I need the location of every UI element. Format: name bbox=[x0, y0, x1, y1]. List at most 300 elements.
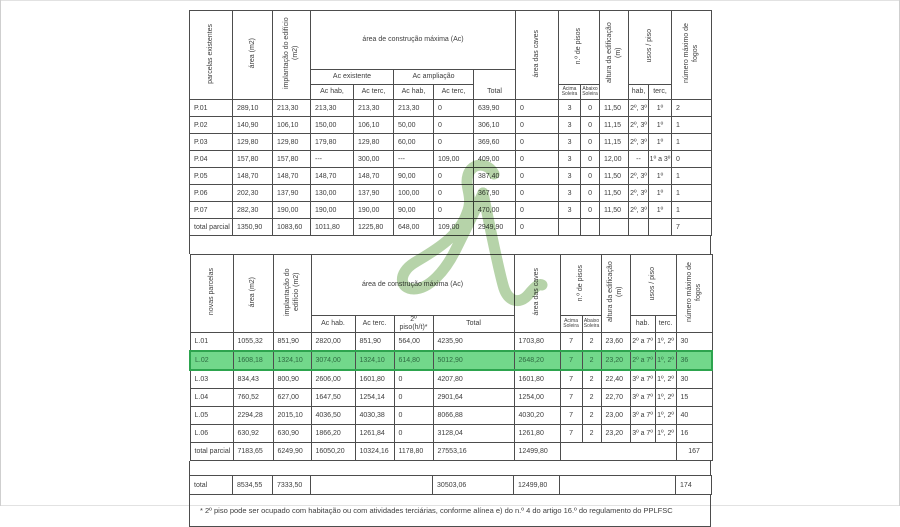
value-cell: 213,30 bbox=[394, 100, 434, 117]
value-cell: 564,00 bbox=[394, 333, 433, 352]
value-cell: 2606,00 bbox=[311, 370, 355, 389]
value-cell: 1254,14 bbox=[355, 389, 394, 407]
value-cell: 137,90 bbox=[354, 185, 394, 202]
value-cell: 3074,00 bbox=[311, 351, 355, 370]
value-cell: 2º a 7º bbox=[630, 333, 655, 352]
header-caves bbox=[514, 255, 560, 333]
value-cell: 3128,04 bbox=[433, 425, 514, 443]
footnote bbox=[189, 495, 711, 527]
value-cell: 1º bbox=[649, 117, 672, 134]
row-label-cell: P.02 bbox=[190, 117, 233, 134]
header-usos-hab: hab, bbox=[629, 85, 649, 100]
value-cell: 1601,80 bbox=[355, 370, 394, 389]
header-altura bbox=[601, 255, 630, 333]
value-cell: 1608,18 bbox=[233, 351, 273, 370]
value-cell: 0 bbox=[581, 202, 600, 219]
value-cell: 11,15 bbox=[600, 117, 629, 134]
value-cell: 0 bbox=[434, 185, 474, 202]
value-cell: 3º a 7º bbox=[630, 407, 655, 425]
header-num-pisos bbox=[559, 11, 600, 85]
value-cell: 12499,80 bbox=[514, 443, 560, 461]
value-cell: 30503,06 bbox=[433, 476, 514, 495]
header-implantacao-label: implantação do edifício (m2) bbox=[283, 268, 300, 316]
value-cell: 2º, 3º bbox=[629, 185, 649, 202]
value-cell: 1225,80 bbox=[354, 219, 394, 236]
table-gap bbox=[189, 236, 711, 254]
value-cell: 1055,32 bbox=[233, 333, 273, 352]
header-total: Total bbox=[433, 316, 514, 333]
value-cell: 0 bbox=[516, 202, 559, 219]
value-cell: 150,00 bbox=[311, 117, 354, 134]
value-cell: 0 bbox=[394, 370, 433, 389]
header-max-fogos-label: número máximo de fogos bbox=[683, 23, 700, 84]
header-abaixo-soleira: Abaixo Soleira bbox=[582, 316, 601, 333]
value-cell: 1 bbox=[672, 168, 712, 185]
header-ac-maxima: área de construção máxima (Ac) bbox=[311, 255, 514, 316]
value-cell: 40 bbox=[676, 407, 712, 425]
value-cell: 0 bbox=[516, 117, 559, 134]
value-cell: 7 bbox=[560, 351, 582, 370]
value-cell: 30 bbox=[676, 370, 712, 389]
value-cell: 5012,90 bbox=[433, 351, 514, 370]
row-P06 bbox=[190, 185, 712, 202]
value-cell: 1 bbox=[672, 134, 712, 151]
row-L06 bbox=[190, 425, 712, 443]
value-cell: 1083,60 bbox=[273, 219, 311, 236]
header-max-fogos bbox=[676, 255, 712, 333]
value-cell: 8066,88 bbox=[433, 407, 514, 425]
value-cell: 1324,10 bbox=[273, 351, 311, 370]
value-cell bbox=[600, 219, 629, 236]
header-parcelas-existentes bbox=[190, 11, 233, 100]
value-cell: 90,00 bbox=[394, 202, 434, 219]
value-cell: 2 bbox=[582, 407, 601, 425]
value-cell: 23,60 bbox=[601, 333, 630, 352]
header-area-label: área (m2) bbox=[249, 276, 257, 308]
value-cell: 157,80 bbox=[273, 151, 311, 168]
header-ac-terc-existente: Ac terc, bbox=[354, 85, 394, 100]
value-cell: 174 bbox=[676, 476, 712, 495]
header-ac-hab-ampliacao: Ac hab, bbox=[394, 85, 434, 100]
value-cell: 2 bbox=[582, 425, 601, 443]
value-cell: 50,00 bbox=[394, 117, 434, 134]
value-cell: 22,70 bbox=[601, 389, 630, 407]
header-acima-soleira: Acima Soleira bbox=[560, 316, 582, 333]
value-cell: 1º bbox=[649, 134, 672, 151]
value-cell bbox=[311, 476, 433, 495]
row-L01 bbox=[190, 333, 712, 352]
header-area-label: área (m2) bbox=[248, 38, 256, 69]
value-cell: 1º, 2º bbox=[655, 389, 676, 407]
value-cell: 0 bbox=[434, 168, 474, 185]
value-cell: 2648,20 bbox=[514, 351, 560, 370]
value-cell: 1º bbox=[649, 100, 672, 117]
value-cell: 0 bbox=[581, 168, 600, 185]
header-ac-terc: Ac terc. bbox=[355, 316, 394, 333]
value-cell: 7333,50 bbox=[273, 476, 311, 495]
value-cell: 1703,80 bbox=[514, 333, 560, 352]
row-label-cell: P.03 bbox=[190, 134, 233, 151]
value-cell: 140,90 bbox=[233, 117, 273, 134]
tables-sheet bbox=[189, 10, 711, 527]
value-cell: 2 bbox=[582, 389, 601, 407]
value-cell: 11,50 bbox=[600, 185, 629, 202]
value-cell bbox=[560, 476, 676, 495]
header-implantacao bbox=[273, 255, 311, 333]
value-cell: 15 bbox=[676, 389, 712, 407]
value-cell: 0 bbox=[434, 100, 474, 117]
value-cell: 0 bbox=[394, 389, 433, 407]
value-cell: 10324,16 bbox=[355, 443, 394, 461]
value-cell: 3 bbox=[559, 202, 581, 219]
value-cell: --- bbox=[311, 151, 354, 168]
header-2-piso: 2º piso(h/t)* bbox=[394, 316, 433, 333]
value-cell: 2º, 3º bbox=[629, 202, 649, 219]
value-cell: 2º, 3º bbox=[629, 117, 649, 134]
value-cell: 1866,20 bbox=[311, 425, 355, 443]
value-cell: 1601,80 bbox=[514, 370, 560, 389]
value-cell: 11,15 bbox=[600, 134, 629, 151]
header-altura-label: altura da edificação (m) bbox=[607, 261, 624, 323]
header-usos-piso bbox=[629, 11, 672, 85]
new-parcels-table bbox=[189, 254, 713, 461]
value-cell: 0 bbox=[516, 168, 559, 185]
value-cell: 213,30 bbox=[311, 100, 354, 117]
value-cell: 1 bbox=[672, 117, 712, 134]
value-cell: 30 bbox=[676, 333, 712, 352]
value-cell: 834,43 bbox=[233, 370, 273, 389]
header-altura bbox=[600, 11, 629, 100]
header-usos-terc: terc, bbox=[649, 85, 672, 100]
value-cell: 2º, 3º bbox=[629, 100, 649, 117]
value-cell: 157,80 bbox=[233, 151, 273, 168]
value-cell: 3º a 7º bbox=[630, 389, 655, 407]
value-cell: 851,90 bbox=[355, 333, 394, 352]
header-area bbox=[233, 11, 273, 100]
row-P07 bbox=[190, 202, 712, 219]
value-cell: 1350,90 bbox=[233, 219, 273, 236]
value-cell: 2820,00 bbox=[311, 333, 355, 352]
row-label-cell: total bbox=[190, 476, 233, 495]
value-cell: 7 bbox=[560, 425, 582, 443]
header-ac-existente: Ac existente bbox=[311, 70, 394, 85]
value-cell: 23,20 bbox=[601, 351, 630, 370]
row-label-cell: L.05 bbox=[190, 407, 233, 425]
total-row-gap bbox=[189, 461, 711, 475]
value-cell: 2 bbox=[582, 370, 601, 389]
value-cell: 0 bbox=[516, 151, 559, 168]
value-cell: 1º, 2º bbox=[655, 425, 676, 443]
value-cell: --- bbox=[394, 151, 434, 168]
value-cell: 148,70 bbox=[273, 168, 311, 185]
value-cell: 300,00 bbox=[354, 151, 394, 168]
value-cell: 11,50 bbox=[600, 168, 629, 185]
value-cell: 1647,50 bbox=[311, 389, 355, 407]
value-cell: 1011,80 bbox=[311, 219, 354, 236]
value-cell: 4030,38 bbox=[355, 407, 394, 425]
value-cell: 1324,10 bbox=[355, 351, 394, 370]
value-cell: 213,30 bbox=[273, 100, 311, 117]
value-cell: 130,00 bbox=[311, 185, 354, 202]
footnote-text: * 2º piso pode ser ocupado com habitação ou com atividades terciárias, conforme alínea e) do n.º 4 do artigo 16.º do regulamento do PPLFSC bbox=[200, 506, 673, 516]
row-label-cell: L.01 bbox=[190, 333, 233, 352]
header-novas-parcelas-label: novas parcelas bbox=[207, 268, 215, 316]
value-cell: 0 bbox=[581, 134, 600, 151]
value-cell: 0 bbox=[516, 219, 559, 236]
value-cell: 7 bbox=[560, 407, 582, 425]
value-cell: 109,00 bbox=[434, 151, 474, 168]
value-cell: 190,00 bbox=[311, 202, 354, 219]
value-cell: 1 bbox=[672, 202, 712, 219]
header-acima-soleira: Acima Soleira bbox=[559, 85, 581, 100]
value-cell: 289,10 bbox=[233, 100, 273, 117]
value-cell: 4036,50 bbox=[311, 407, 355, 425]
header-abaixo-soleira: Abaixo Soleira bbox=[581, 85, 600, 100]
row-P03 bbox=[190, 134, 712, 151]
value-cell: 1261,80 bbox=[514, 425, 560, 443]
row-label-cell: L.02 bbox=[190, 351, 233, 370]
header-usos-piso bbox=[630, 255, 676, 316]
value-cell: 614,80 bbox=[394, 351, 433, 370]
value-cell: 90,00 bbox=[394, 168, 434, 185]
value-cell: 4030,20 bbox=[514, 407, 560, 425]
value-cell: 4235,90 bbox=[433, 333, 514, 352]
value-cell bbox=[649, 219, 672, 236]
value-cell: 0 bbox=[434, 134, 474, 151]
value-cell: 16 bbox=[676, 425, 712, 443]
value-cell: 7 bbox=[560, 389, 582, 407]
value-cell: 851,90 bbox=[273, 333, 311, 352]
header-implantacao bbox=[273, 11, 311, 100]
row-P05 bbox=[190, 168, 712, 185]
grand-total-table bbox=[189, 475, 712, 495]
value-cell: 2 bbox=[582, 351, 601, 370]
value-cell: 1º a 3º bbox=[649, 151, 672, 168]
value-cell: 148,70 bbox=[233, 168, 273, 185]
value-cell: 648,00 bbox=[394, 219, 434, 236]
value-cell: 0 bbox=[581, 185, 600, 202]
row-label-cell: P.01 bbox=[190, 100, 233, 117]
header-ac-hab-existente: Ac hab, bbox=[311, 85, 354, 100]
header-implantacao-label: implantação do edifício (m2) bbox=[283, 17, 300, 90]
value-cell: 6249,90 bbox=[273, 443, 311, 461]
value-cell: 137,90 bbox=[273, 185, 311, 202]
value-cell: 1º bbox=[649, 185, 672, 202]
value-cell: 8534,55 bbox=[233, 476, 273, 495]
header-area bbox=[233, 255, 273, 333]
value-cell: 190,00 bbox=[273, 202, 311, 219]
value-cell: 2º, 3º bbox=[629, 168, 649, 185]
value-cell: 3 bbox=[559, 117, 581, 134]
header-caves-label: área das caves bbox=[533, 29, 541, 78]
value-cell: 3 bbox=[559, 185, 581, 202]
value-cell: 1º bbox=[649, 202, 672, 219]
value-cell: 627,00 bbox=[273, 389, 311, 407]
row-P04 bbox=[190, 151, 712, 168]
header-usos-piso-label: usos / piso bbox=[649, 266, 657, 301]
value-cell: 7 bbox=[672, 219, 712, 236]
value-cell: 12,00 bbox=[600, 151, 629, 168]
value-cell: 106,10 bbox=[354, 117, 394, 134]
row-label-cell: P.07 bbox=[190, 202, 233, 219]
value-cell: 213,30 bbox=[354, 100, 394, 117]
value-cell bbox=[581, 219, 600, 236]
value-cell bbox=[629, 219, 649, 236]
header-usos-hab: hab. bbox=[630, 316, 655, 333]
value-cell: 0 bbox=[516, 100, 559, 117]
row-grand-total bbox=[190, 476, 712, 495]
value-cell: 1261,84 bbox=[355, 425, 394, 443]
value-cell: 2 bbox=[672, 100, 712, 117]
value-cell: 0 bbox=[581, 151, 600, 168]
value-cell: 470,00 bbox=[474, 202, 516, 219]
value-cell: 22,40 bbox=[601, 370, 630, 389]
value-cell: 2 bbox=[582, 333, 601, 352]
value-cell bbox=[559, 219, 581, 236]
header-max-fogos-label: número máximo de fogos bbox=[685, 262, 703, 322]
value-cell: 7 bbox=[560, 333, 582, 352]
header-usos-piso-label: usos / piso bbox=[646, 29, 654, 63]
row-label-cell: L.06 bbox=[190, 425, 233, 443]
row-label-cell: P.04 bbox=[190, 151, 233, 168]
value-cell: 23,00 bbox=[601, 407, 630, 425]
value-cell: 36 bbox=[676, 351, 712, 370]
value-cell: 387,40 bbox=[474, 168, 516, 185]
value-cell: 369,60 bbox=[474, 134, 516, 151]
value-cell: 760,52 bbox=[233, 389, 273, 407]
header-ac-hab: Ac hab. bbox=[311, 316, 355, 333]
value-cell: 11,50 bbox=[600, 100, 629, 117]
value-cell: 367,90 bbox=[474, 185, 516, 202]
value-cell: 16050,20 bbox=[311, 443, 355, 461]
row-total-parcial-2 bbox=[190, 443, 712, 461]
value-cell: 3 bbox=[559, 100, 581, 117]
header-max-fogos bbox=[672, 11, 712, 100]
existing-parcels-body bbox=[190, 100, 712, 236]
value-cell: 630,92 bbox=[233, 425, 273, 443]
value-cell: 4207,80 bbox=[433, 370, 514, 389]
value-cell: 0 bbox=[581, 117, 600, 134]
value-cell: 27553,16 bbox=[433, 443, 514, 461]
value-cell: 630,90 bbox=[273, 425, 311, 443]
value-cell: 109,00 bbox=[434, 219, 474, 236]
value-cell bbox=[560, 443, 676, 461]
value-cell: 0 bbox=[516, 134, 559, 151]
value-cell: 11,50 bbox=[600, 202, 629, 219]
existing-parcels-table bbox=[189, 10, 712, 236]
value-cell: 179,80 bbox=[311, 134, 354, 151]
value-cell: 1º, 2º bbox=[655, 370, 676, 389]
header-parcelas-existentes-label: parcelas existentes bbox=[207, 23, 215, 84]
value-cell: 3 bbox=[559, 151, 581, 168]
header-total: Total bbox=[474, 70, 516, 100]
value-cell: 129,80 bbox=[354, 134, 394, 151]
row-label-cell: total parcial bbox=[190, 443, 233, 461]
value-cell: 12499,80 bbox=[514, 476, 560, 495]
value-cell: 1º, 2º bbox=[655, 351, 676, 370]
header-num-pisos bbox=[560, 255, 601, 316]
row-total-parcial-1 bbox=[190, 219, 712, 236]
row-label-cell: P.06 bbox=[190, 185, 233, 202]
row-L03 bbox=[190, 370, 712, 389]
row-label-cell: L.04 bbox=[190, 389, 233, 407]
header-num-pisos-label: n.º de pisos bbox=[576, 265, 584, 302]
row-L05 bbox=[190, 407, 712, 425]
value-cell: 1178,80 bbox=[394, 443, 433, 461]
value-cell: 3 bbox=[559, 134, 581, 151]
value-cell: 2901,64 bbox=[433, 389, 514, 407]
value-cell: 0 bbox=[394, 407, 433, 425]
grand-total-body bbox=[190, 476, 712, 495]
value-cell: 100,00 bbox=[394, 185, 434, 202]
value-cell: 639,90 bbox=[474, 100, 516, 117]
value-cell: 0 bbox=[672, 151, 712, 168]
value-cell: 282,30 bbox=[233, 202, 273, 219]
header-caves bbox=[516, 11, 559, 100]
value-cell: 190,00 bbox=[354, 202, 394, 219]
value-cell: 129,80 bbox=[233, 134, 273, 151]
value-cell: 202,30 bbox=[233, 185, 273, 202]
value-cell: 23,20 bbox=[601, 425, 630, 443]
header-ac-ampliacao: Ac ampliação bbox=[394, 70, 474, 85]
value-cell: 2294,28 bbox=[233, 407, 273, 425]
value-cell: 3 bbox=[559, 168, 581, 185]
value-cell: 1 bbox=[672, 185, 712, 202]
header-ac-maxima: área de construção máxima (Ac) bbox=[311, 11, 516, 70]
value-cell: 167 bbox=[676, 443, 712, 461]
value-cell: 0 bbox=[394, 425, 433, 443]
value-cell: 0 bbox=[434, 202, 474, 219]
value-cell: 106,10 bbox=[273, 117, 311, 134]
new-parcels-body bbox=[190, 333, 712, 461]
value-cell: 7 bbox=[560, 370, 582, 389]
value-cell: 0 bbox=[581, 100, 600, 117]
value-cell: 306,10 bbox=[474, 117, 516, 134]
value-cell: 1254,00 bbox=[514, 389, 560, 407]
value-cell: 1º bbox=[649, 168, 672, 185]
value-cell: 129,80 bbox=[273, 134, 311, 151]
value-cell: 409,00 bbox=[474, 151, 516, 168]
value-cell: 148,70 bbox=[354, 168, 394, 185]
row-L02 bbox=[190, 351, 712, 370]
value-cell: 2015,10 bbox=[273, 407, 311, 425]
value-cell: 1º, 2º bbox=[655, 407, 676, 425]
row-P02 bbox=[190, 117, 712, 134]
header-num-pisos-label: n.º de pisos bbox=[575, 27, 583, 65]
row-P01 bbox=[190, 100, 712, 117]
value-cell: 0 bbox=[516, 185, 559, 202]
value-cell: 1º, 2º bbox=[655, 333, 676, 352]
header-usos-terc: terc. bbox=[655, 316, 676, 333]
header-caves-label: área das caves bbox=[533, 268, 541, 316]
value-cell: 3º a 7º bbox=[630, 370, 655, 389]
value-cell: 7183,65 bbox=[233, 443, 273, 461]
value-cell: 2949,90 bbox=[474, 219, 516, 236]
header-novas-parcelas bbox=[190, 255, 233, 333]
value-cell: 0 bbox=[434, 117, 474, 134]
header-altura-label: altura da edificação (m) bbox=[605, 23, 623, 84]
row-label-cell: total parcial bbox=[190, 219, 233, 236]
value-cell: 60,00 bbox=[394, 134, 434, 151]
value-cell: 148,70 bbox=[311, 168, 354, 185]
value-cell: -- bbox=[629, 151, 649, 168]
value-cell: 3º a 7º bbox=[630, 425, 655, 443]
row-L04 bbox=[190, 389, 712, 407]
row-label-cell: P.05 bbox=[190, 168, 233, 185]
row-label-cell: L.03 bbox=[190, 370, 233, 389]
value-cell: 800,90 bbox=[273, 370, 311, 389]
value-cell: 2º, 3º bbox=[629, 134, 649, 151]
